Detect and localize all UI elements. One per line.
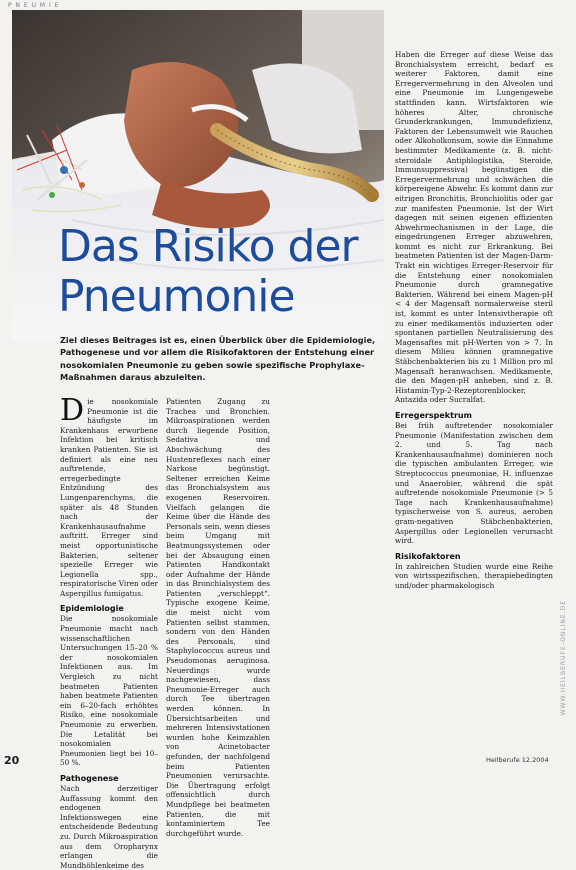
title-line-1: Das Risiko der [58, 221, 358, 272]
lead-paragraph: Ziel dieses Beitrages ist es, einen Überblick über die Epidemiologie, Pathogenese und vor allem die Risikofaktoren der Entstehung einer nosokomialen Pneumonie zu geben sowie spezifische Prophylaxe-Maßnahmen daraus abzuleiten. [60, 335, 376, 383]
paragraph-erregerspektrum: Bei früh auftretender nosokomialer Pneumonie (Manifestation zwischen dem 2. und 5. Tag nach Krankenhausaufnahme) dominieren noch die typischen ambulanten Erreger, wie Streptococcus pneumoniae, H. influenzae und Anaerobier, während die spät auftretende nosokomiale Pneumonie (> 5 Tage nach Krankenhausaufnahme) typischerweise von S. aureus, aeroben gram-negativen Stäbchenbakterien, Aspergillus oder Legionellen verursacht wird. [395, 420, 553, 546]
heading-risikofaktoren: Risikofaktoren [395, 551, 461, 561]
paragraph-column-2: Patienten Zugang zu Trachea und Bronchien. Mikroaspirationen werden durch liegende Position, Sedativa und Abschwächung des Hustenreflexes nach einer Narkose begünstigt. Seltener erreichen Keime das Bronchialsystem aus exogenen Reservoiren. Vielfach gelangen die Keime über die Hände des Personals sein, wenn dieses beim Umgang mit Beatmungssystemen oder bei der Absaugung einen Patienten Handkontakt oder Aufnahme der Hände in das Bronchialsystem des Patienten „verschleppt“. Typische exogene Keime, die meist nicht vom Patienten selbst stammen, sondern von den Händen des Personals, sind Staphylococcus aureus und Pseudomonas aeruginosa. Neuerdings wurde nachgewiesen, dass Pneumonie-Erreger auch durch Tee übertragen werden können. In Übersichtsarbeiten und mehreren Intensivstationen wurden hohe Keimzahlen von Acinetobacter gefunden, der nachfolgend beim Patienten Pneumonien verursachte. Die Übertragung erfolgt offensichtlich durch Mundpflege bei beatmeten Patienten, die mit kontaminiertem Tee durchgeführt wurde. [166, 397, 270, 838]
intro-text: ie nosokomiale Pneumonie ist die häufigste im Krankenhaus erworbene Infektion bei kritisch kranken Patienten. Sie ist definiert als eine neu auftretende, erregerbedingte Entzündung des Lungenparenchyms, die später als 48 Stunden nach der Krankenhausaufnahme auftritt. Erreger sind meist opportunistische Bakterien, seltener spezielle Erreger wie Legionella spp., respiratorische Viren oder Aspergillus fumigatus. [60, 397, 158, 598]
heading-pathogenese: Pathogenese [60, 773, 119, 783]
text-column-3 [395, 50, 553, 590]
text-column-2 [166, 397, 270, 838]
drop-cap: D [60, 393, 85, 428]
heading-erregerspektrum: Erregerspektrum [395, 410, 472, 420]
paragraph-pathogenese: Nach derzeitiger Auffassung kommt den endogenen Infektionswegen eine entscheidende Bedeutung zu. Durch Mikroaspiration aus dem Oropharynx erlangen die Mundhöhlenkeime des [60, 783, 158, 870]
paragraph-column-3: Haben die Erreger auf diese Weise das Bronchialsystem erreicht, bedarf es weiterer Faktoren, damit eine Erregervermehrung in den Alveolen und eine Pneumonie im Lungengewebe stattfinden kann. Wirtsfaktoren wie höheres Alter, chronische Grunderkrankungen, Immundefizienz, Faktoren der Lebensumwelt wie Rauchen oder Alkoholkonsum, sowie die Einnahme bestimmter Medikamente (z. B. nicht-steroidale Antiphlogistika, Steroide, Immunsuppressiva) begünstigen die Erregervermehrung und schwächen die körpereigene Abwehr. Es kommt dann zur eitrigen Bronchitis, Bronchiolitis oder gar zur manifesten Pneumonie. Ist der Wirt dagegen mit seinen eigenen effizienten Abwehrmechanismen in der Lage, die eingedrungenen Erreger abzuwehren, kommt es nicht zur Erkrankung. Bei beatmeten Patienten ist der Magen-Darm-Trakt ein wichtiges Erreger-Reservoir für die Entstehung einer nosokomialen Pneumonie durch gramnegative Bakterien. Während bei einem Magen-pH < 4 der Magensaft normalerweise steril ist, kommt es unter Intensivtherapie oft zu einer medikamentös induzierten oder spontanen partiellen Neutralisierung des Magensaftes mit pH-Werten von > 7. In diesem Milieu können gramnegative Stäbchenbakterien bis zu 1 Million pro ml Magensaft heranwachsen. Medikamente, die den Magen-pH anheben, sind z. B. Histamin-Typ-2-Rezeptorenblocker, Antazida oder Sucralfat. [395, 50, 553, 405]
heading-epidemiologie: Epidemiologie [60, 604, 124, 614]
intro-paragraph [60, 393, 158, 598]
side-url: WWW.HEILBERUFE-ONLINE.DE [560, 600, 567, 716]
paragraph-epidemiologie: Die nosokomiale Pneumonie macht nach wissenschaftlichen Untersuchungen 15–20 % der nosokomialen Infektionen aus. Im Vergleich zu nicht beatmeten Patienten haben beatmete Patienten ein 6–20-fach erhöhtes Risiko, eine nosokomiale Pneumonie zu erwerben. Die Letalität bei nosokomialen Pneumonien liegt bei 10–50 %. [60, 614, 158, 768]
journal-footer: Heilberufe 12.2004 [486, 756, 549, 764]
title-line-2: Pneumonie [58, 271, 295, 322]
text-column-1 [60, 393, 158, 870]
paragraph-risikofaktoren: In zahlreichen Studien wurde eine Reihe von wirtsspezifischen, therapiebedingten und/oder pharmakologisch [395, 561, 553, 590]
page-number: 20 [4, 754, 20, 767]
header-label: P N E U M I E [8, 2, 60, 9]
